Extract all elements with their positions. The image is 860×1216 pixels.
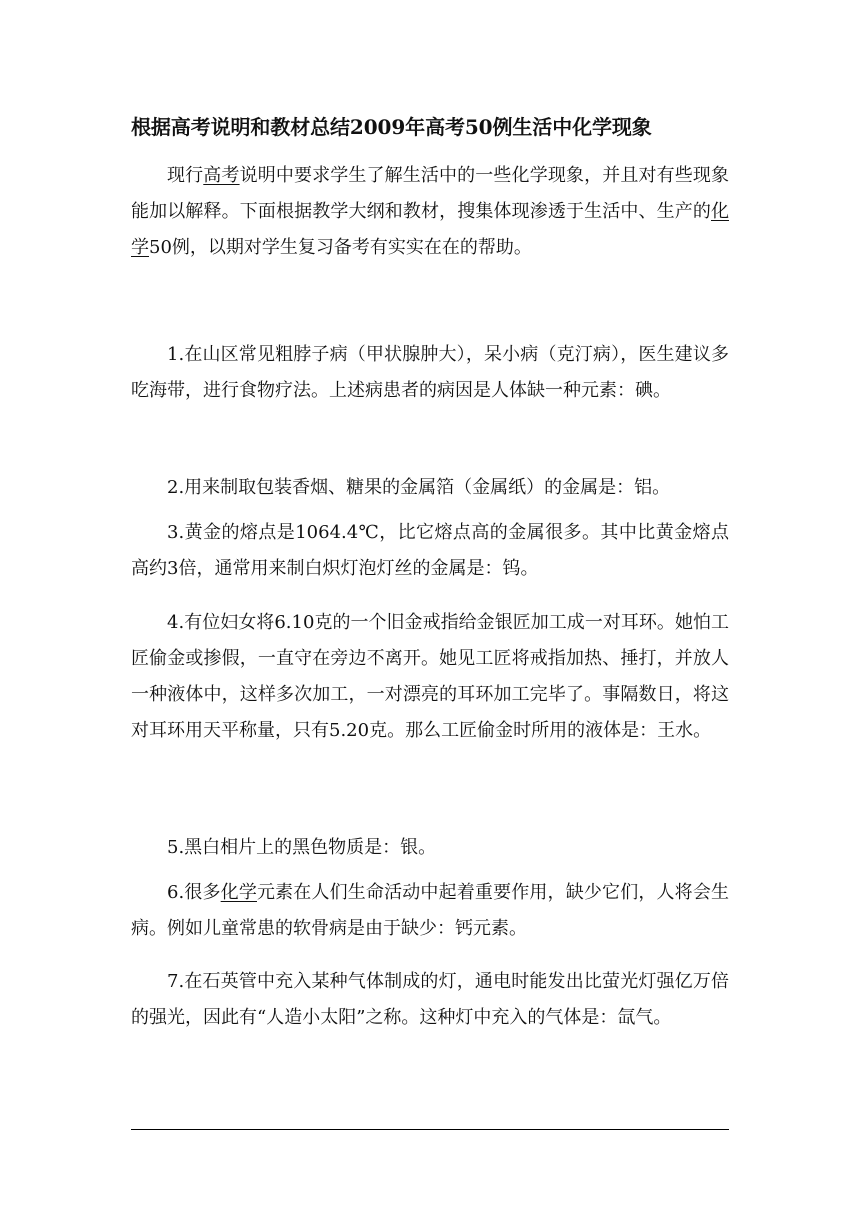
intro-text-3: 50例，以期对学生复习备考有实实在在的帮助。 bbox=[149, 237, 532, 258]
item-6-suffix: 元素在人们生命活动中起着重要作用，缺少它们，人将会生病。例如儿童常患的软骨病是由于缺少：钙元素。 bbox=[131, 882, 729, 939]
item-paragraph-2: 2.用来制取包装香烟、糖果的金属箔（金属纸）的金属是：铝。 bbox=[167, 477, 671, 498]
footer-divider bbox=[131, 1129, 729, 1130]
item-paragraph-4: 4.有位妇女将6.10克的一个旧金戒指给金银匠加工成一对耳环。她怕工匠偷金或掺假，一直守在旁边不离开。她见工匠将戒指加热、捶打，并放人一种液体中，这样多次加工，一对漂亮的耳环加工完毕了。事隔数日，将这对耳环用天平称量，只有5.20克。那么工匠偷金时所用的液体是：王水。 bbox=[131, 612, 729, 741]
item-paragraph-5: 5.黑白相片上的黑色物质是：银。 bbox=[167, 837, 437, 858]
document-title: 根据高考说明和教材总结2009年高考50例生活中化学现象 bbox=[131, 115, 652, 139]
intro-text-1: 现行 bbox=[167, 165, 204, 186]
intro-text-2: 说明中要求学生了解生活中的一些化学现象，并且对有些现象能加以解释。下面根据教学大纲和教材，搜集体现渗透于生活中、生产的 bbox=[131, 165, 730, 222]
item-paragraph-3: 3.黄金的熔点是1064.4℃，比它熔点高的金属很多。其中比黄金熔点高约3倍，通常用来制白炽灯泡灯丝的金属是：钨。 bbox=[131, 522, 729, 579]
item-6-prefix: 6.很多 bbox=[167, 882, 221, 903]
item-6-chemistry-link[interactable]: 化学 bbox=[220, 882, 257, 903]
item-paragraph-7: 7.在石英管中充入某种气体制成的灯，通电时能发出比萤光灯强亿万倍的强光，因此有“人造小太阳”之称。这种灯中充入的气体是：氙气。 bbox=[131, 971, 729, 1028]
item-paragraph-1: 1.在山区常见粗脖子病（甲状腺肿大），呆小病（克汀病），医生建议多吃海带，进行食物疗法。上述病患者的病因是人体缺一种元素：碘。 bbox=[131, 344, 729, 401]
item-paragraph-6 bbox=[131, 875, 729, 947]
gaokao-link[interactable]: 高考 bbox=[203, 165, 240, 186]
intro-paragraph bbox=[131, 158, 729, 266]
chemistry-link[interactable]: 化学 bbox=[131, 201, 729, 258]
